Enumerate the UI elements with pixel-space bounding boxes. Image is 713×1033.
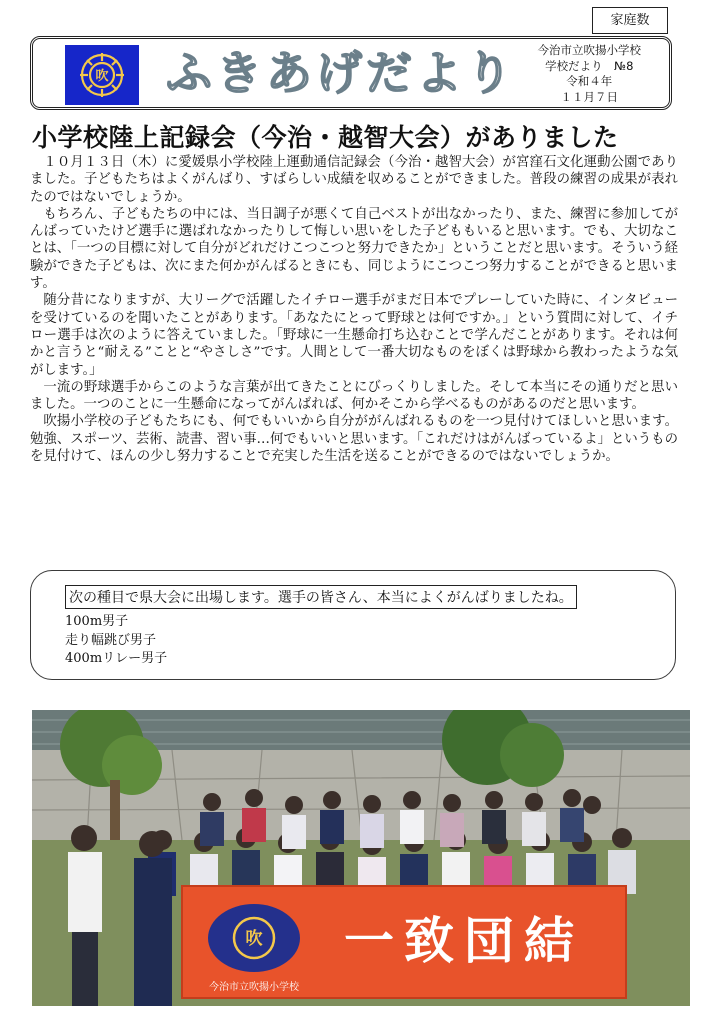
- team-photo: [32, 710, 690, 1006]
- list-item: 100m男子: [65, 614, 129, 629]
- article-paragraph: １０月１３日（木）に愛媛県小学校陸上運動通信記録会（今治・越智大会）が宮窪石文化運動公園でありました。子どもたちはよくがんばり、すばらしい成績を収めることができました。普段の練習の成果が表れたのではないでしょうか。: [30, 155, 678, 205]
- list-item: 400mリレー男子: [65, 651, 168, 666]
- article-paragraph: 随分昔になりますが、大リーグで活躍したイチロー選手がまだ日本でプレーしていた時に、インタビューを受けているのを聞いたことがあります。「あなたにとって野球とは何ですか。」という質問に対して、イチロー選手は次のように答えていました。「野球に一生懸命打ち込むことで学んだことがあります。それは何かと言うと“耐える”ことと“やさしさ”です。人間として一番大切なものをぼくは野球から教わったような気がします。」: [30, 293, 678, 378]
- article-paragraph: もちろん、子どもたちの中には、当日調子が悪くて自己ベストが出なかったり、また、練習に参加してがんばっていたけど選手に選ばれなかったりして悔しい思いをした子どももいると思います。でも、大切なことは、「一つの目標に対して自分がどれだけこつこつと努力できたか」ということだと思います。そういう経験ができた子どもは、次にまた何かがんばるときにも、同じようにこつこつ努力することができると思います。: [30, 206, 678, 292]
- event-list: [65, 613, 167, 669]
- issue-info: [538, 43, 642, 105]
- tree-trunk: [110, 780, 120, 840]
- article-headline: 小学校陸上記録会（今治・越智大会）がありました: [32, 123, 619, 152]
- team-banner: [182, 886, 626, 998]
- issue-number: 学校だより №8: [545, 58, 634, 73]
- issue-date: １１月７日: [560, 89, 618, 104]
- newsletter-masthead: [30, 36, 672, 110]
- article-paragraph: 一流の野球選手からこのような言葉が出てきたことにびっくりしました。そして本当にその通りだと思いました。一つのことに一生懸命になってがんばれば、何かそこから学べるものがあるのだと思います。: [30, 379, 678, 413]
- school-name: 今治市立吹揚小学校: [537, 43, 641, 57]
- category-tag: 家庭数: [592, 7, 668, 34]
- banner-school: 今治市立吹揚小学校: [209, 982, 299, 993]
- article-paragraph: 吹揚小学校の子どもたちにも、何でもいいから自分ががんばれるものを一つ見付けてほしいと思います。勉強、スポーツ、芸術、読書、習い事…何でもいいと思います。「これだけはがんばっているよ」というものを見付けて、ほんの少し努力することで充実した生活を送ることができるのではないでしょうか。: [30, 414, 678, 465]
- notice-heading: 次の種目で県大会に出場します。選手の皆さん、本当によくがんばりましたね。: [65, 585, 577, 609]
- school-crest-icon: [65, 45, 139, 105]
- notice-box: [30, 570, 676, 680]
- article-body: [30, 154, 678, 465]
- list-item: 走り幅跳び男子: [65, 632, 157, 648]
- crest-char: 吹: [95, 69, 109, 84]
- tree-right-2: [500, 723, 564, 787]
- newsletter-title: ふきあげだより: [166, 46, 516, 100]
- banner-emblem-char: 吹: [245, 929, 263, 949]
- banner-slogan: 一致団結: [344, 911, 584, 970]
- school-crest-icon-svg: [79, 52, 125, 98]
- issue-year: 令和４年: [566, 74, 613, 88]
